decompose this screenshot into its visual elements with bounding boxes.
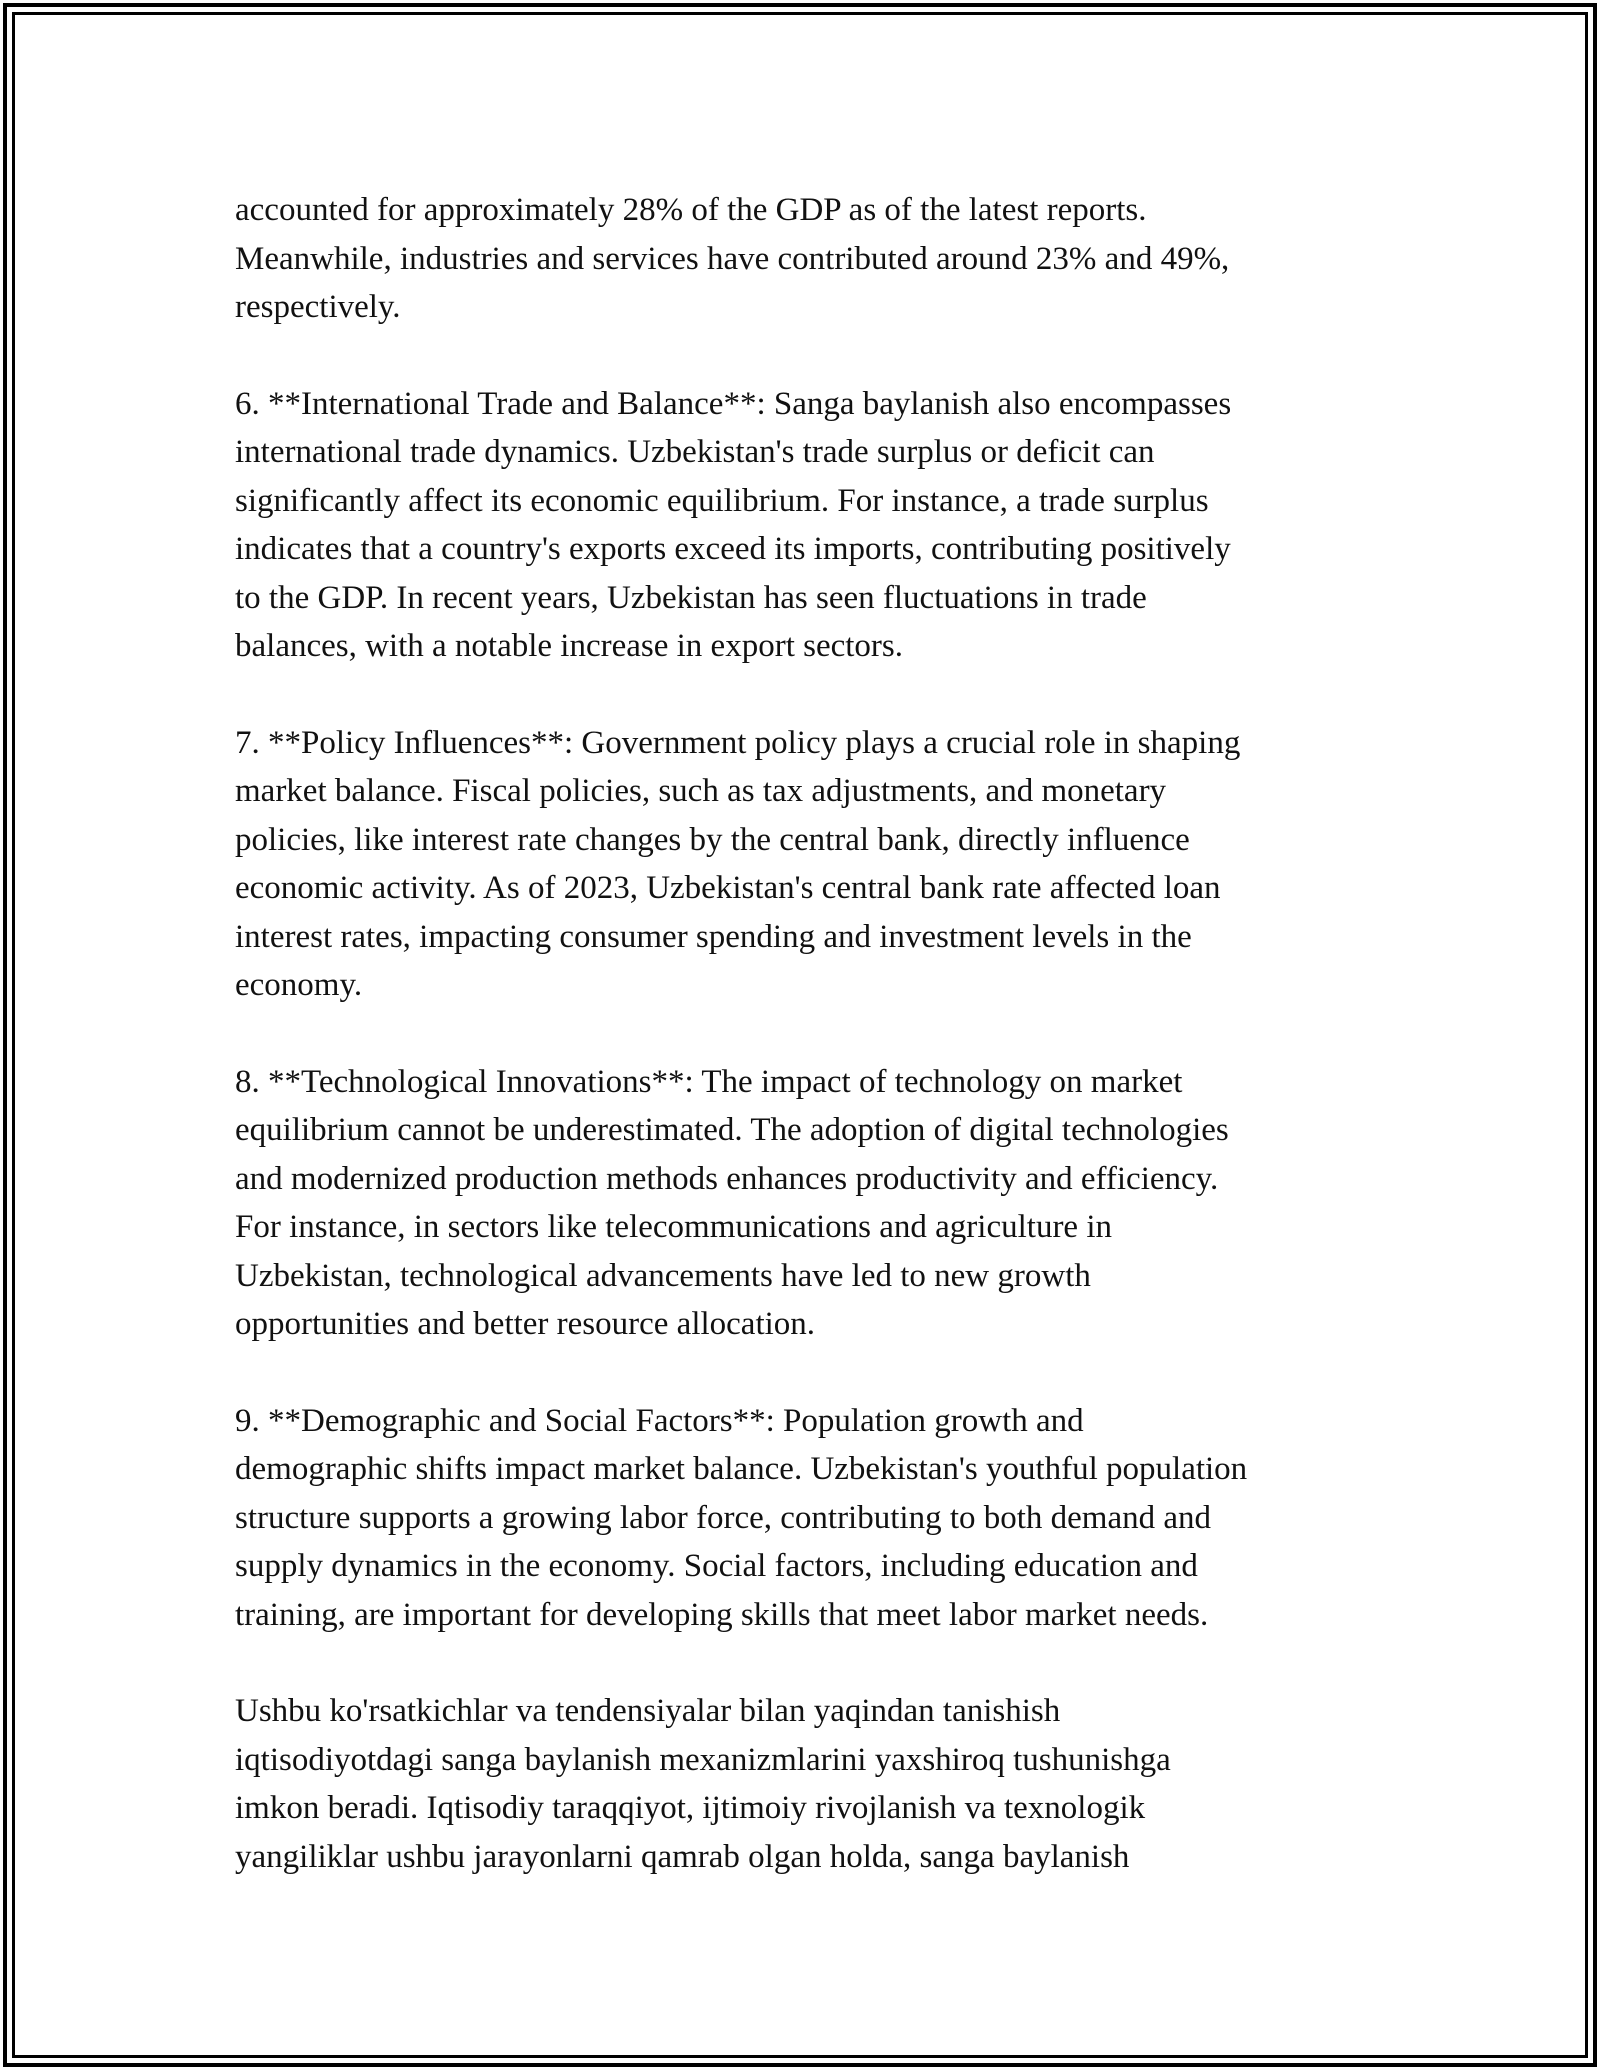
text-line: respectively. — [235, 289, 401, 325]
text-line: supply dynamics in the economy. Social factors, including education and — [235, 1548, 1198, 1584]
text-line: yangiliklar ushbu jarayonlarni qamrab olgan holda, sanga baylanish — [235, 1838, 1130, 1875]
paragraph-technological-innovations — [235, 1058, 1365, 1349]
text-line: policies, like interest rate changes by the central bank, directly influence — [235, 821, 1190, 858]
text-line: equilibrium cannot be underestimated. The adoption of digital technologies — [235, 1112, 1229, 1148]
text-line: significantly affect its economic equilibrium. For instance, a trade surplus — [235, 482, 1209, 519]
text-line: iqtisodiyotdagi sanga baylanish mexanizmlarini yaxshiroq tushunishga — [235, 1741, 1171, 1778]
paragraph-international-trade — [235, 380, 1365, 671]
text-line: to the GDP. In recent years, Uzbekistan has seen fluctuations in trade — [235, 579, 1147, 616]
text-line: and modernized production methods enhances productivity and efficiency. — [235, 1160, 1219, 1197]
text-line: indicates that a country's exports exceed its imports, contributing positively — [235, 531, 1231, 567]
text-line: international trade dynamics. Uzbekistan's trade surplus or deficit can — [235, 434, 1155, 470]
paragraph-policy-influences — [235, 719, 1365, 1010]
paragraph-demographic-social-factors — [235, 1397, 1365, 1640]
text-line: balances, with a notable increase in export sectors. — [235, 628, 903, 664]
document-body — [235, 186, 1365, 1929]
text-line: Meanwhile, industries and services have contributed around 23% and 49%, — [235, 240, 1230, 277]
paragraph-sector-shares — [235, 186, 1365, 332]
text-line: demographic shifts impact market balance. Uzbekistan's youthful population — [235, 1451, 1248, 1487]
text-line: structure supports a growing labor force, contributing to both demand and — [235, 1499, 1212, 1536]
text-line: Uzbekistan, technological advancements have led to new growth — [235, 1257, 1091, 1294]
text-line: imkon beradi. Iqtisodiy taraqqiyot, ijtimoiy rivojlanish va texnologik — [235, 1790, 1146, 1826]
text-line: economic activity. As of 2023, Uzbekistan's central bank rate affected loan — [235, 870, 1221, 906]
text-line: 9. **Demographic and Social Factors**: Population growth and — [235, 1402, 1084, 1439]
text-line: training, are important for developing skills that meet labor market needs. — [235, 1596, 1209, 1633]
text-line: For instance, in sectors like telecommunications and agriculture in — [235, 1209, 1112, 1245]
text-line: market balance. Fiscal policies, such as tax adjustments, and monetary — [235, 773, 1167, 809]
text-line: accounted for approximately 28% of the GDP as of the latest reports. — [235, 192, 1147, 228]
text-line: 6. **International Trade and Balance**: Sanga baylanish also encompasses — [235, 385, 1232, 422]
text-line: economy. — [235, 967, 363, 1003]
text-line: 7. **Policy Influences**: Government policy plays a crucial role in shaping — [235, 724, 1241, 761]
text-line: 8. **Technological Innovations**: The impact of technology on market — [235, 1063, 1183, 1100]
text-line: Ushbu ko'rsatkichlar va tendensiyalar bilan yaqindan tanishish — [235, 1693, 1061, 1729]
text-line: interest rates, impacting consumer spending and investment levels in the — [235, 918, 1192, 955]
text-line: opportunities and better resource allocation. — [235, 1306, 816, 1342]
paragraph-uzbek-conclusion — [235, 1687, 1365, 1881]
